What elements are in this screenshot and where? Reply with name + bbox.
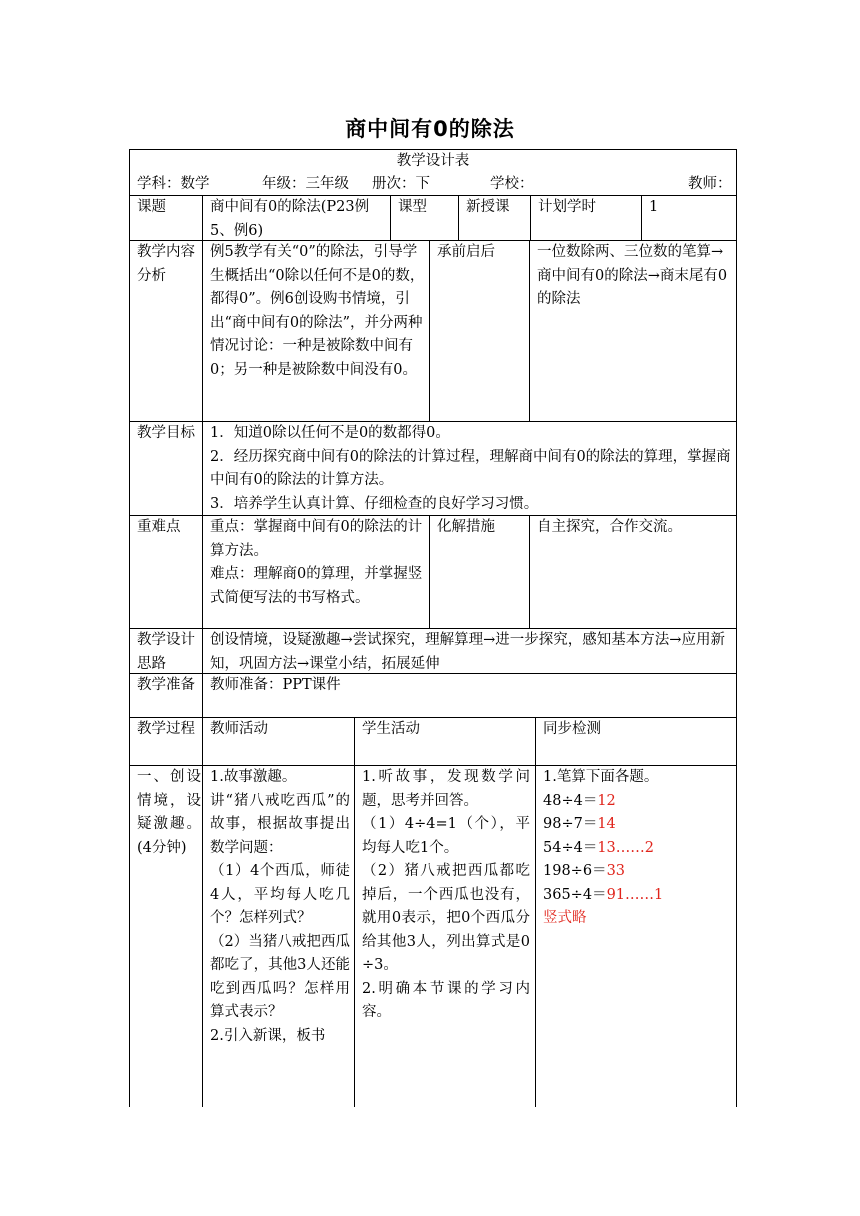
content-analysis-text: 例5教学有关“0”的除法，引导学生概括出“0除以任何不是0的数，都得0”。例6创设购书情境，引出“商中间有0的除法”，并分两种情况讨论：一种是被除数中间有0；另一种是被除数中间没有0。	[210, 244, 425, 378]
link-value: 一位数除两、三位数的笔算→商中间有0的除法→商末尾有0的除法	[537, 244, 728, 307]
teacher-activity	[210, 766, 350, 1048]
teacher-line: 2.引入新课，板书	[210, 1027, 326, 1044]
measure-label: 化解措施	[437, 519, 495, 535]
teacher-line: （2）当猪八戒把西瓜都吃了，其他3人还能吃到西瓜吗？怎样用算式表示？	[210, 933, 350, 1020]
topic-value: 商中间有0的除法(P23例5、例6)	[210, 199, 370, 239]
exercise-line	[543, 860, 733, 884]
school-field: 学校：	[490, 176, 534, 192]
teacher-line: （1）4个西瓜，师徒4人，平均每人吃几个？怎样列式？	[210, 863, 350, 926]
design-label: 教学设计思路	[137, 632, 195, 672]
teacher-line: 讲“猪八戒吃西瓜”的故事，根据故事提出数学问题：	[210, 792, 350, 856]
exercise-line	[543, 813, 733, 837]
teacher-line: 1.故事激趣。	[210, 769, 297, 785]
key-point: 重点：掌握商中间有0的除法的计算方法。	[210, 519, 423, 559]
key-points	[210, 516, 427, 610]
key-points-label: 重难点	[137, 519, 181, 535]
hours-label: 计划学时	[538, 199, 596, 215]
check-header: 同步检测	[543, 721, 601, 737]
check-note: 竖式略	[543, 910, 587, 926]
prep-label: 教学准备	[137, 677, 195, 693]
exercise-question: 54÷4＝	[543, 839, 598, 856]
hours-value: 1	[649, 199, 659, 215]
exercise-answer: 12	[597, 792, 616, 809]
goal-item: 2．经历探究商中间有0的除法的计算过程，理解商中间有0的除法的算理，掌握商中间有0的除法的计算方法。	[210, 448, 731, 488]
student-activity	[362, 766, 530, 1025]
exercise-answer: 33	[606, 863, 626, 879]
design-value: 创设情境，设疑激趣→尝试探究，理解算理→进一步探究，感知基本方法→应用新知，巩固方法→课堂小结，拓展延伸	[210, 632, 725, 672]
process-label: 教学过程	[137, 721, 195, 737]
goals-list	[210, 422, 735, 516]
exercise-line	[543, 790, 733, 814]
link-label: 承前启后	[437, 244, 495, 260]
exercise-line	[543, 884, 733, 908]
page-title: 商中间有0的除法	[345, 117, 515, 141]
exercise-question: 98÷7＝	[543, 816, 598, 832]
volume-field: 册次：下	[372, 176, 430, 192]
exercise-answer: 91……1	[606, 886, 664, 903]
goal-item: 3．培养学生认真计算、仔细检查的良好学习习惯。	[210, 495, 539, 512]
type-value: 新授课	[466, 199, 510, 215]
measure-value: 自主探究，合作交流。	[537, 519, 682, 535]
table-caption: 教学设计表	[396, 153, 470, 169]
exercise-answer: 13……2	[597, 839, 655, 856]
check-intro: 1.笔算下面各题。	[543, 769, 659, 785]
exercise-answer: 14	[597, 816, 616, 832]
topic-label: 课题	[137, 199, 166, 215]
difficult-point: 难点：理解商0的算理，并掌握竖式简便写法的书写格式。	[210, 566, 423, 606]
content-analysis-label: 教学内容分析	[137, 244, 195, 284]
teacher-field: 教师：	[688, 176, 732, 192]
student-line: 1.听故事，发现数学问题，思考并回答。	[362, 769, 530, 809]
goals-label: 教学目标	[137, 425, 195, 441]
exercise-question: 48÷4＝	[543, 792, 598, 809]
exercise-line	[543, 837, 733, 861]
sync-check	[543, 766, 733, 931]
grade-field: 年级：三年级	[262, 176, 349, 192]
subject-field: 学科：数学	[137, 176, 210, 192]
type-label: 课型	[398, 199, 427, 215]
teacher-activity-header: 教师活动	[210, 721, 268, 737]
prep-value: 教师准备：PPT课件	[210, 677, 341, 693]
stage-label: 一、创设情境，设疑激趣。(4分钟)	[137, 769, 201, 856]
student-line: （2）猪八戒把西瓜都吃掉后，一个西瓜也没有，就用0表示，把0个西瓜分给其他3人，列出算式是0÷3。	[362, 863, 530, 973]
goal-item: 1．知道0除以任何不是0的数都得0。	[210, 425, 450, 441]
student-line: （1）4÷4=1（个），平均每人吃1个。	[362, 816, 530, 856]
student-line: 2.明确本节课的学习内容。	[362, 980, 530, 1020]
student-activity-header: 学生活动	[362, 721, 420, 737]
exercise-question: 365÷4＝	[543, 886, 607, 903]
exercise-question: 198÷6＝	[543, 863, 607, 879]
